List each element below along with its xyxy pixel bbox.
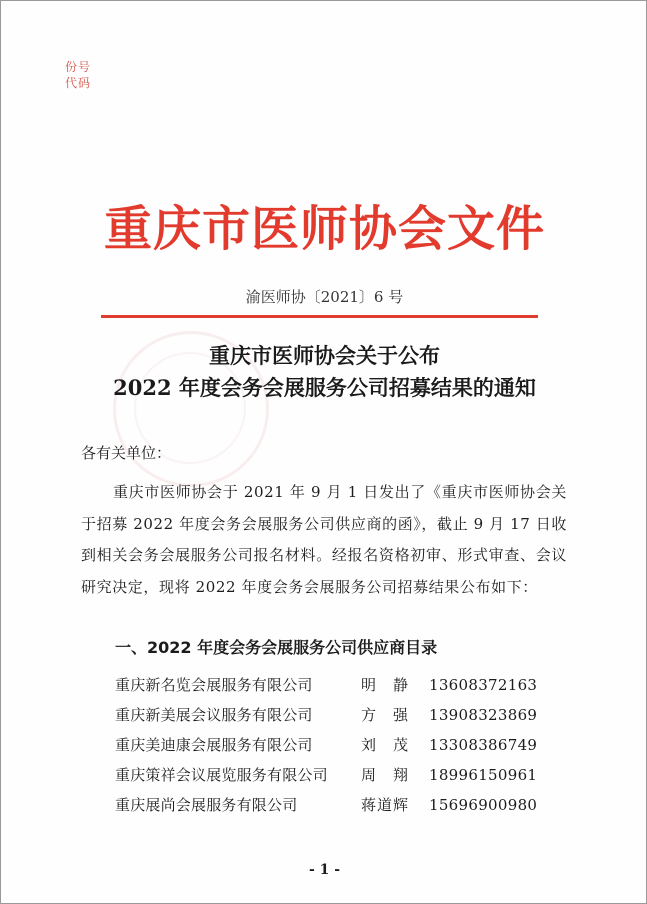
code-label: 代码	[65, 76, 92, 90]
supplier-row	[115, 793, 575, 823]
supplier-contact: 明 静	[361, 676, 410, 694]
notice-title-line-2: 2022 年度会务会展服务公司招募结果的通知	[113, 375, 536, 400]
supplier-phone: 13308386749	[429, 736, 538, 754]
supplier-company: 重庆展尚会展服务有限公司	[115, 796, 298, 814]
supplier-row	[115, 673, 575, 703]
supplier-list	[115, 673, 575, 823]
supplier-phone: 13608372163	[429, 676, 538, 694]
supplier-phone: 15696900980	[429, 796, 538, 814]
document-number: 渝医师协〔2021〕6 号	[245, 288, 404, 306]
supplier-contact: 刘 茂	[361, 736, 410, 754]
supplier-contact: 方 强	[361, 706, 410, 724]
document-masthead: 重庆市医师协会文件	[103, 201, 545, 257]
page-number: - 1 -	[308, 862, 341, 878]
supplier-company: 重庆策祥会议展览服务有限公司	[115, 766, 328, 784]
copy-number-label: 份号	[65, 60, 92, 74]
section-heading: 一、2022 年度会务会展服务公司供应商目录	[115, 638, 438, 657]
copy-code-label	[65, 59, 91, 91]
salutation: 各有关单位：	[81, 444, 172, 462]
supplier-company: 重庆美迪康会展服务有限公司	[115, 736, 313, 754]
supplier-row	[115, 733, 575, 763]
red-separator-line	[101, 315, 538, 318]
supplier-phone: 13908323869	[429, 706, 538, 724]
supplier-contact: 周 翔	[361, 766, 410, 784]
supplier-contact: 蒋道辉	[361, 796, 410, 814]
notice-title-line-1: 重庆市医师协会关于公布	[209, 343, 440, 368]
supplier-row	[115, 763, 575, 793]
body-paragraph: 重庆市医师协会于 2021 年 9 月 1 日发出了《重庆市医师协会关于招募 2022 年度会务会展服务公司供应商的函》，截止 9 月 17 日收到相关会务会展服务公司报名材料。经报名资格初审、形式审查、会议研究决定，现将 2022 年度会务会展服务公司招募结果公布如下：	[81, 483, 567, 596]
supplier-row	[115, 703, 575, 733]
supplier-company: 重庆新美展会议服务有限公司	[115, 706, 313, 724]
supplier-company: 重庆新名览会展服务有限公司	[115, 676, 313, 694]
supplier-phone: 18996150961	[429, 766, 538, 784]
